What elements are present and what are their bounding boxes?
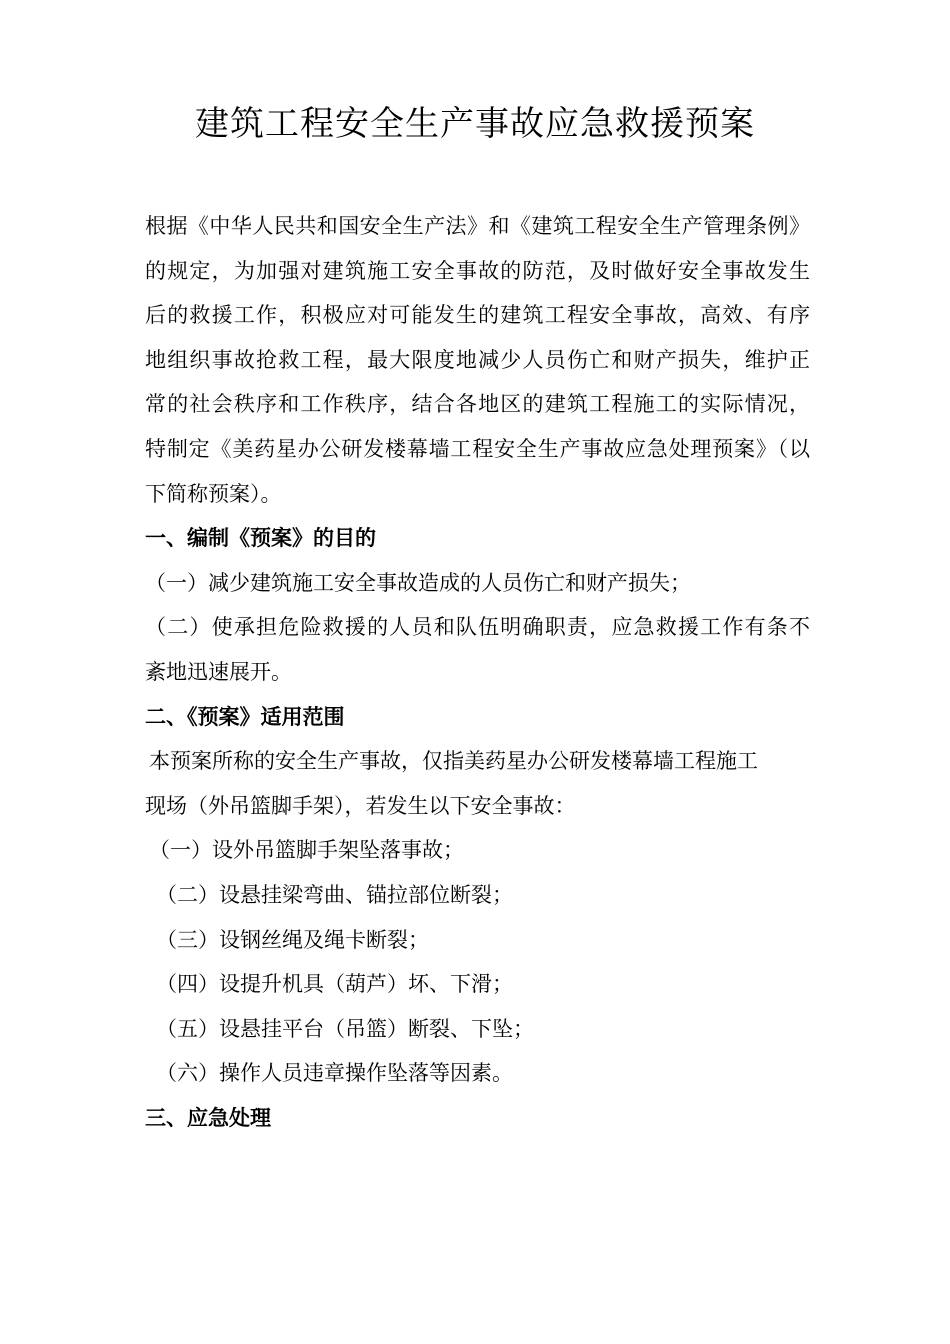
body-line: 常的社会秩序和工作秩序，结合各地区的建筑工程施工的实际情况，: [145, 392, 810, 417]
body-line: 后的救援工作，积极应对可能发生的建筑工程安全事故，高效、有序: [145, 303, 810, 328]
body-line: 本预案所称的安全生产事故，仅指美药星办公研发楼幕墙工程施工: [149, 749, 758, 774]
body-line: 下简称预案）。: [145, 481, 282, 506]
section-heading: 一、编制《预案》的目的: [145, 526, 376, 551]
list-item: （一）减少建筑施工安全事故造成的人员伤亡和财产损失；: [145, 570, 691, 595]
body-line: 地组织事故抢救工程，最大限度地减少人员伤亡和财产损失，维护正: [145, 347, 810, 372]
list-item: （四）设提升机具（葫芦）坏、下滑；: [156, 972, 513, 997]
list-item: （三）设钢丝绳及绳卡断裂；: [156, 927, 429, 952]
list-item: （二）设悬挂梁弯曲、锚拉部位断裂；: [156, 882, 513, 907]
document-title: 建筑工程安全生产事故应急救援预案: [195, 104, 755, 144]
body-line: 特制定《美药星办公研发楼幕墙工程安全生产事故应急处理预案》（以: [145, 436, 810, 461]
body-line: 根据《中华人民共和国安全生产法》和《建筑工程安全生产管理条例》: [145, 214, 810, 238]
list-item: （二）使承担危险救援的人员和队伍明确职责，应急救援工作有条不: [145, 615, 810, 640]
section-heading: 二、《预案》适用范围: [145, 704, 345, 729]
body-line: 紊地迅速展开。: [145, 659, 292, 684]
section-heading: 三、应急处理: [145, 1105, 271, 1130]
list-item: （一）设外吊篮脚手架坠落事故；: [149, 838, 464, 863]
document-body: [145, 204, 810, 1140]
list-item: （五）设悬挂平台（吊篮）断裂、下坠；: [156, 1016, 534, 1041]
body-line: 现场（外吊篮脚手架），若发生以下安全事故：: [145, 793, 576, 818]
list-item: （六）操作人员违章操作坠落等因素。: [156, 1061, 513, 1086]
body-line: 的规定，为加强对建筑施工安全事故的防范，及时做好安全事故发生: [145, 258, 810, 283]
